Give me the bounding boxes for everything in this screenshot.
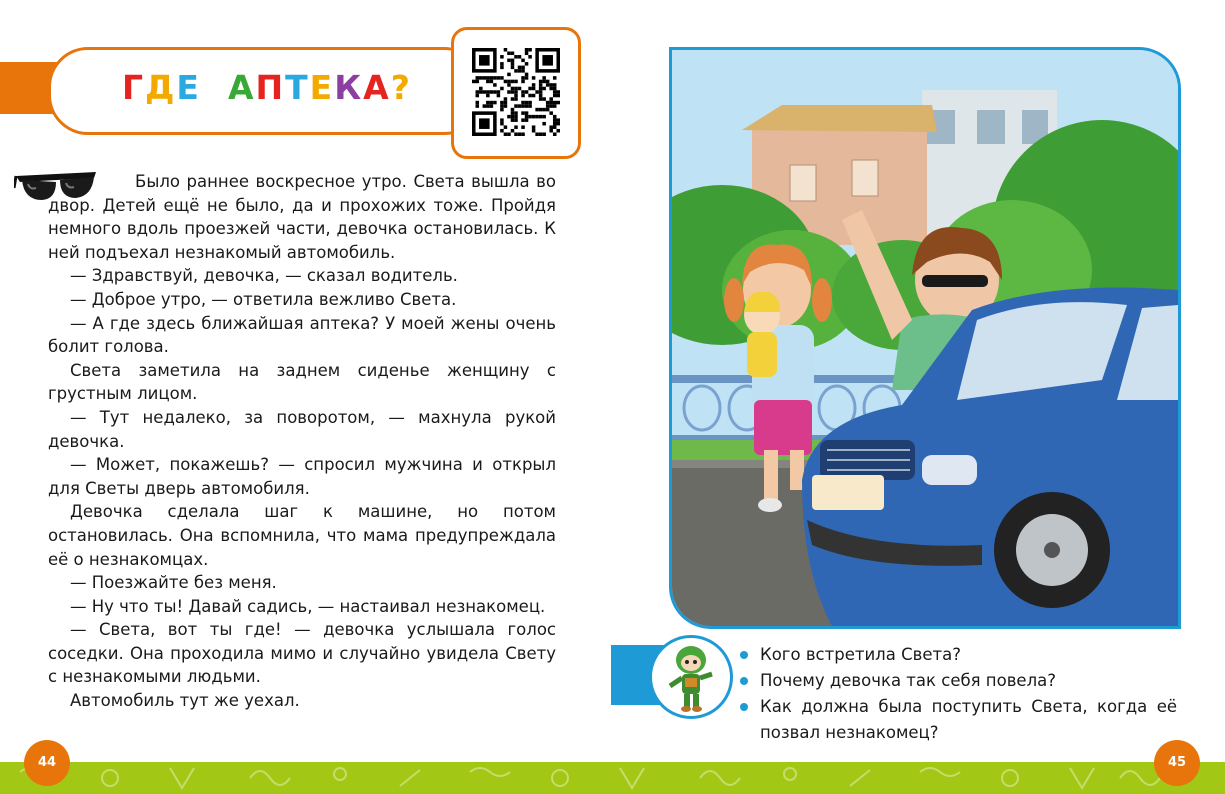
page-number-left: 44 — [24, 740, 70, 786]
story-paragraph: — Ну что ты! Давай садись, — настаивал незнакомец. — [70, 596, 546, 616]
title-letter: Е — [176, 68, 201, 107]
list-item — [740, 694, 1177, 746]
bullet-icon — [740, 651, 748, 659]
story-paragraph: — Света, вот ты где! — девочка услышала голос соседки. Она проходила мимо и случайно увидела Свету с незнакомыми людьми. — [48, 620, 556, 687]
question-text: Кого встретила Света? — [760, 645, 961, 664]
title-letter: Г — [122, 68, 146, 107]
question-text: Как должна была поступить Света, когда её позвал незнакомец? — [760, 697, 1177, 742]
page-title — [122, 68, 412, 107]
story-paragraph: Было раннее воскресное утро. Света вышла во двор. Детей ещё не было, да и прохожих тоже. Пройдя немного вдоль проезжей части, девочка остановилась. К ней подъехал незнакомый автомобиль. — [48, 172, 556, 262]
list-item — [740, 668, 1177, 694]
story-paragraph: — Поезжайте без меня. — [70, 573, 277, 593]
page-number-right: 45 — [1154, 740, 1200, 786]
title-letter: ? — [390, 68, 412, 107]
story-text — [48, 170, 556, 713]
story-paragraph: Автомобиль тут же уехал. — [70, 691, 300, 711]
title-letter: Т — [285, 68, 310, 107]
story-paragraph: — Доброе утро, — ответила вежливо Света. — [70, 289, 457, 309]
title-letter: Д — [145, 68, 177, 107]
robot-character-icon — [649, 635, 733, 719]
qr-code[interactable] — [451, 27, 581, 159]
questions-list — [740, 642, 1177, 746]
title-letter: К — [334, 68, 364, 107]
story-paragraph: Света заметила на заднем сиденье женщину с грустным лицом. — [48, 360, 556, 404]
story-paragraph: — Тут недалеко, за поворотом, — махнула рукой девочка. — [48, 407, 556, 451]
question-text: Почему девочка так себя повела? — [760, 671, 1056, 690]
footer-band — [0, 762, 1225, 794]
title-letter: П — [255, 68, 286, 107]
title-letter: Е — [309, 68, 335, 107]
title-letter — [201, 68, 228, 107]
bullet-icon — [740, 677, 748, 685]
story-paragraph: — Может, покажешь? — спросил мужчина и открыл для Светы дверь автомобиля. — [48, 455, 556, 498]
story-paragraph: — Здравствуй, девочка, — сказал водитель. — [70, 266, 458, 286]
doodle-pattern — [0, 762, 1225, 794]
qr-code-icon — [472, 48, 560, 136]
story-paragraph: Девочка сделала шаг к машине, но потом остановилась. Она вспомнила, что мама предупреждала её о незнакомцах. — [48, 502, 556, 569]
bullet-icon — [740, 703, 748, 711]
list-item — [740, 642, 1177, 668]
title-letter: А — [363, 68, 391, 107]
story-paragraph: — А где здесь ближайшая аптека? У моей жены очень болит голова. — [48, 313, 556, 357]
title-letter: А — [227, 68, 256, 107]
story-illustration — [669, 47, 1181, 629]
